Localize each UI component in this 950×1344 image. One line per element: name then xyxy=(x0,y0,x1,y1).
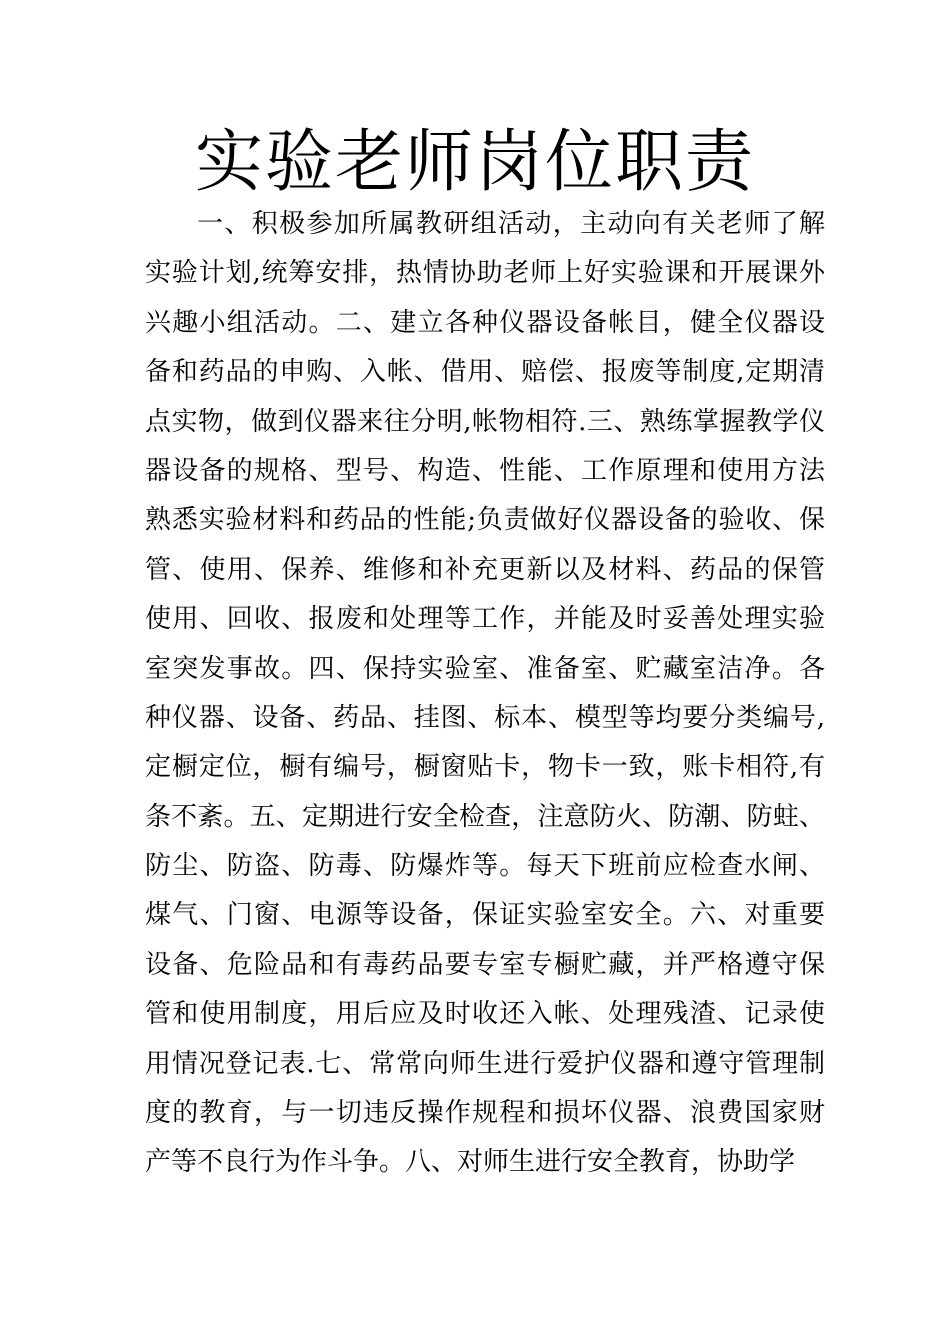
body-line: 种仪器、设备、药品、挂图、标本、模型等均要分类编号, xyxy=(145,702,825,733)
body-line: 备和药品的申购、入帐、借用、赔偿、报废等制度,定期清 xyxy=(145,357,825,388)
body-line: 器设备的规格、型号、构造、性能、工作原理和使用方法 xyxy=(145,455,825,486)
body-line: 兴趣小组活动。二、建立各种仪器设备帐目，健全仪器设 xyxy=(145,307,825,338)
body-line: 室突发事故。四、保持实验室、准备室、贮藏室洁净。各 xyxy=(145,653,825,684)
body-line: 一、积极参加所属教研组活动，主动向有关老师了解 xyxy=(197,209,825,239)
body-line: 防尘、防盗、防毒、防爆炸等。每天下班前应检查水闸、 xyxy=(145,851,825,882)
body-line: 煤气、门窗、电源等设备，保证实验室安全。六、对重要 xyxy=(145,900,825,931)
body-line: 定橱定位，橱有编号，橱窗贴卡，物卡一致，账卡相符,有 xyxy=(145,752,825,783)
body-line: 熟悉实验材料和药品的性能;负责做好仪器设备的验收、保 xyxy=(145,505,825,536)
document-body xyxy=(145,200,825,1188)
body-line: 使用、回收、报废和处理等工作，并能及时妥善处理实验 xyxy=(145,604,825,635)
body-line: 设备、危险品和有毒药品要专室专橱贮藏，并严格遵守保 xyxy=(145,949,825,980)
document-title: 实验老师岗位职责 xyxy=(194,123,755,202)
body-line: 管和使用制度，用后应及时收还入帐、处理残渣、记录使 xyxy=(145,999,825,1030)
body-line: 点实物，做到仪器来往分明,帐物相符.三、熟练掌握教学仪 xyxy=(145,406,825,437)
body-line: 度的教育，与一切违反操作规程和损坏仪器、浪费国家财 xyxy=(145,1098,825,1129)
body-line: 实验计划,统筹安排，热情协助老师上好实验课和开展课外 xyxy=(145,258,825,289)
body-line: 管、使用、保养、维修和补充更新以及材料、药品的保管 xyxy=(145,554,825,585)
body-line: 条不紊。五、定期进行安全检查，注意防火、防潮、防蛀、 xyxy=(145,801,825,832)
body-line: 用情况登记表.七、常常向师生进行爱护仪器和遵守管理制 xyxy=(145,1048,825,1079)
body-line: 产等不良行为作斗争。八、对师生进行安全教育，协助学 xyxy=(145,1147,796,1178)
